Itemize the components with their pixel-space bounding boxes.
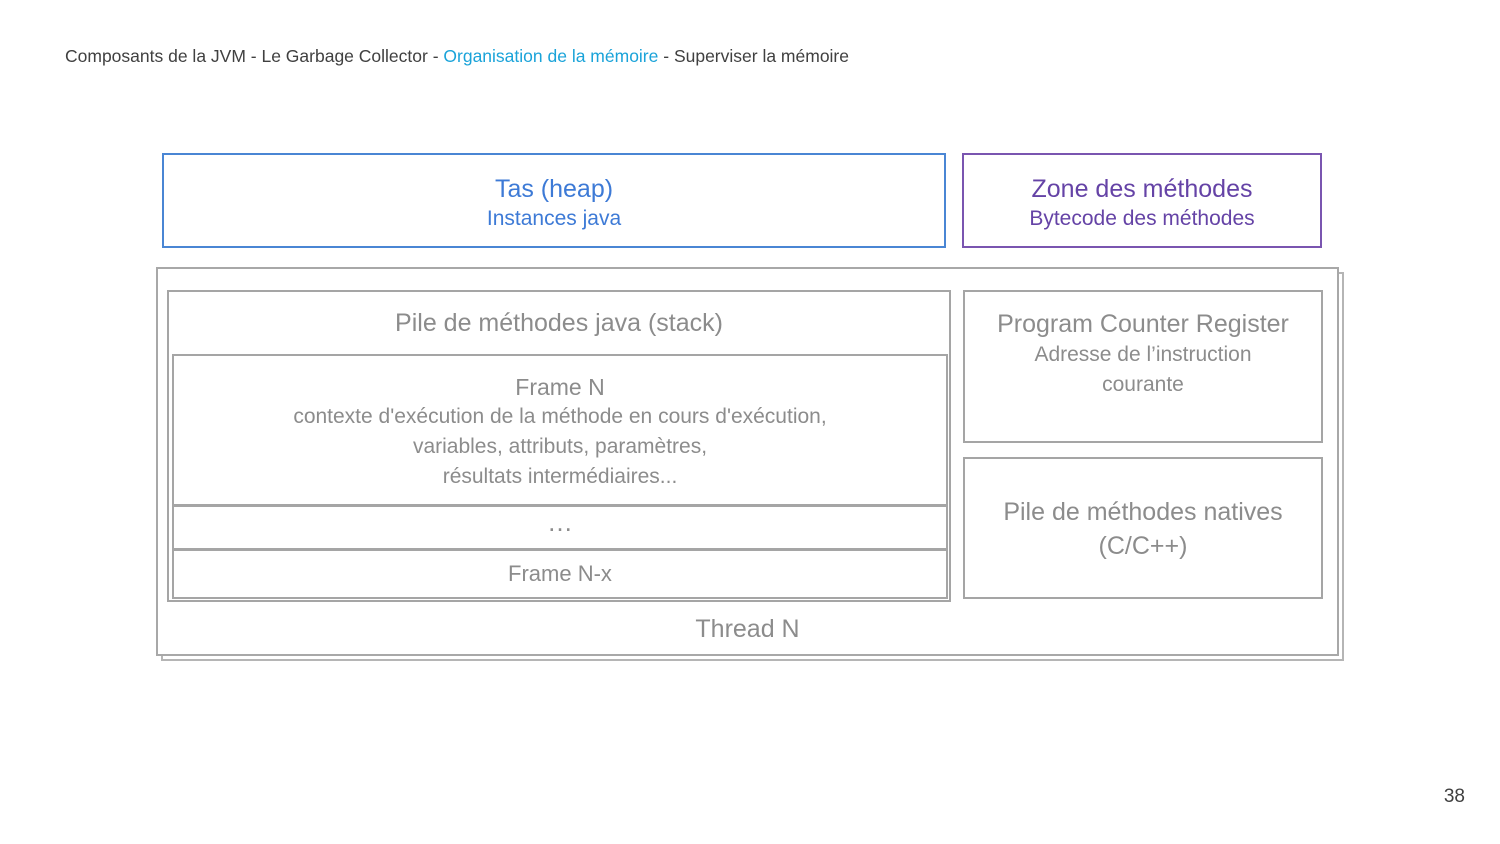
- java-stack-box: [167, 290, 951, 602]
- native-stack-lang: (C/C++): [1098, 532, 1188, 560]
- breadcrumb: Composants de la JVM - Le Garbage Collector - Organisation de la mémoire - Superviser la mémoire: [65, 46, 849, 66]
- pc-register-subtitle: Adresse de l’instruction courante: [1034, 343, 1252, 396]
- thread-label: Thread N: [695, 615, 800, 643]
- frame-n-line2: variables, attributs, paramètres,: [412, 435, 708, 458]
- java-stack-title: Pile de méthodes java (stack): [395, 309, 723, 337]
- frame-ellipsis: …: [172, 505, 948, 550]
- heap-subtitle: Instances java: [486, 207, 622, 230]
- frame-n-line1: contexte d'exécution de la méthode en cours d'exécution,: [293, 405, 827, 428]
- page-number: 38: [1443, 786, 1465, 807]
- native-stack-box: [963, 457, 1323, 599]
- breadcrumb-item-active: Organisation de la mémoire: [443, 46, 659, 66]
- pc-register-box: [963, 290, 1323, 443]
- frame-n-x: Frame N-x: [172, 549, 948, 599]
- heap-box: [162, 153, 946, 248]
- native-stack-title: Pile de méthodes natives: [1003, 498, 1283, 526]
- methods-area-title: Zone des méthodes: [1031, 175, 1253, 203]
- frame-n-title: Frame N: [515, 374, 605, 400]
- heap-title: Tas (heap): [494, 175, 614, 203]
- methods-area-box: [962, 153, 1322, 248]
- pc-register-title: Program Counter Register: [997, 310, 1289, 338]
- methods-area-subtitle: Bytecode des méthodes: [1029, 207, 1255, 230]
- frame-n-line3: résultats intermédiaires...: [442, 465, 678, 488]
- frame-n: [172, 354, 948, 506]
- thread-box: [156, 267, 1339, 656]
- breadcrumb-item-supervise: Superviser la mémoire: [673, 46, 849, 66]
- breadcrumb-item-jvm: Composants de la JVM: [65, 46, 246, 66]
- breadcrumb-item-gc: Le Garbage Collector: [261, 46, 428, 66]
